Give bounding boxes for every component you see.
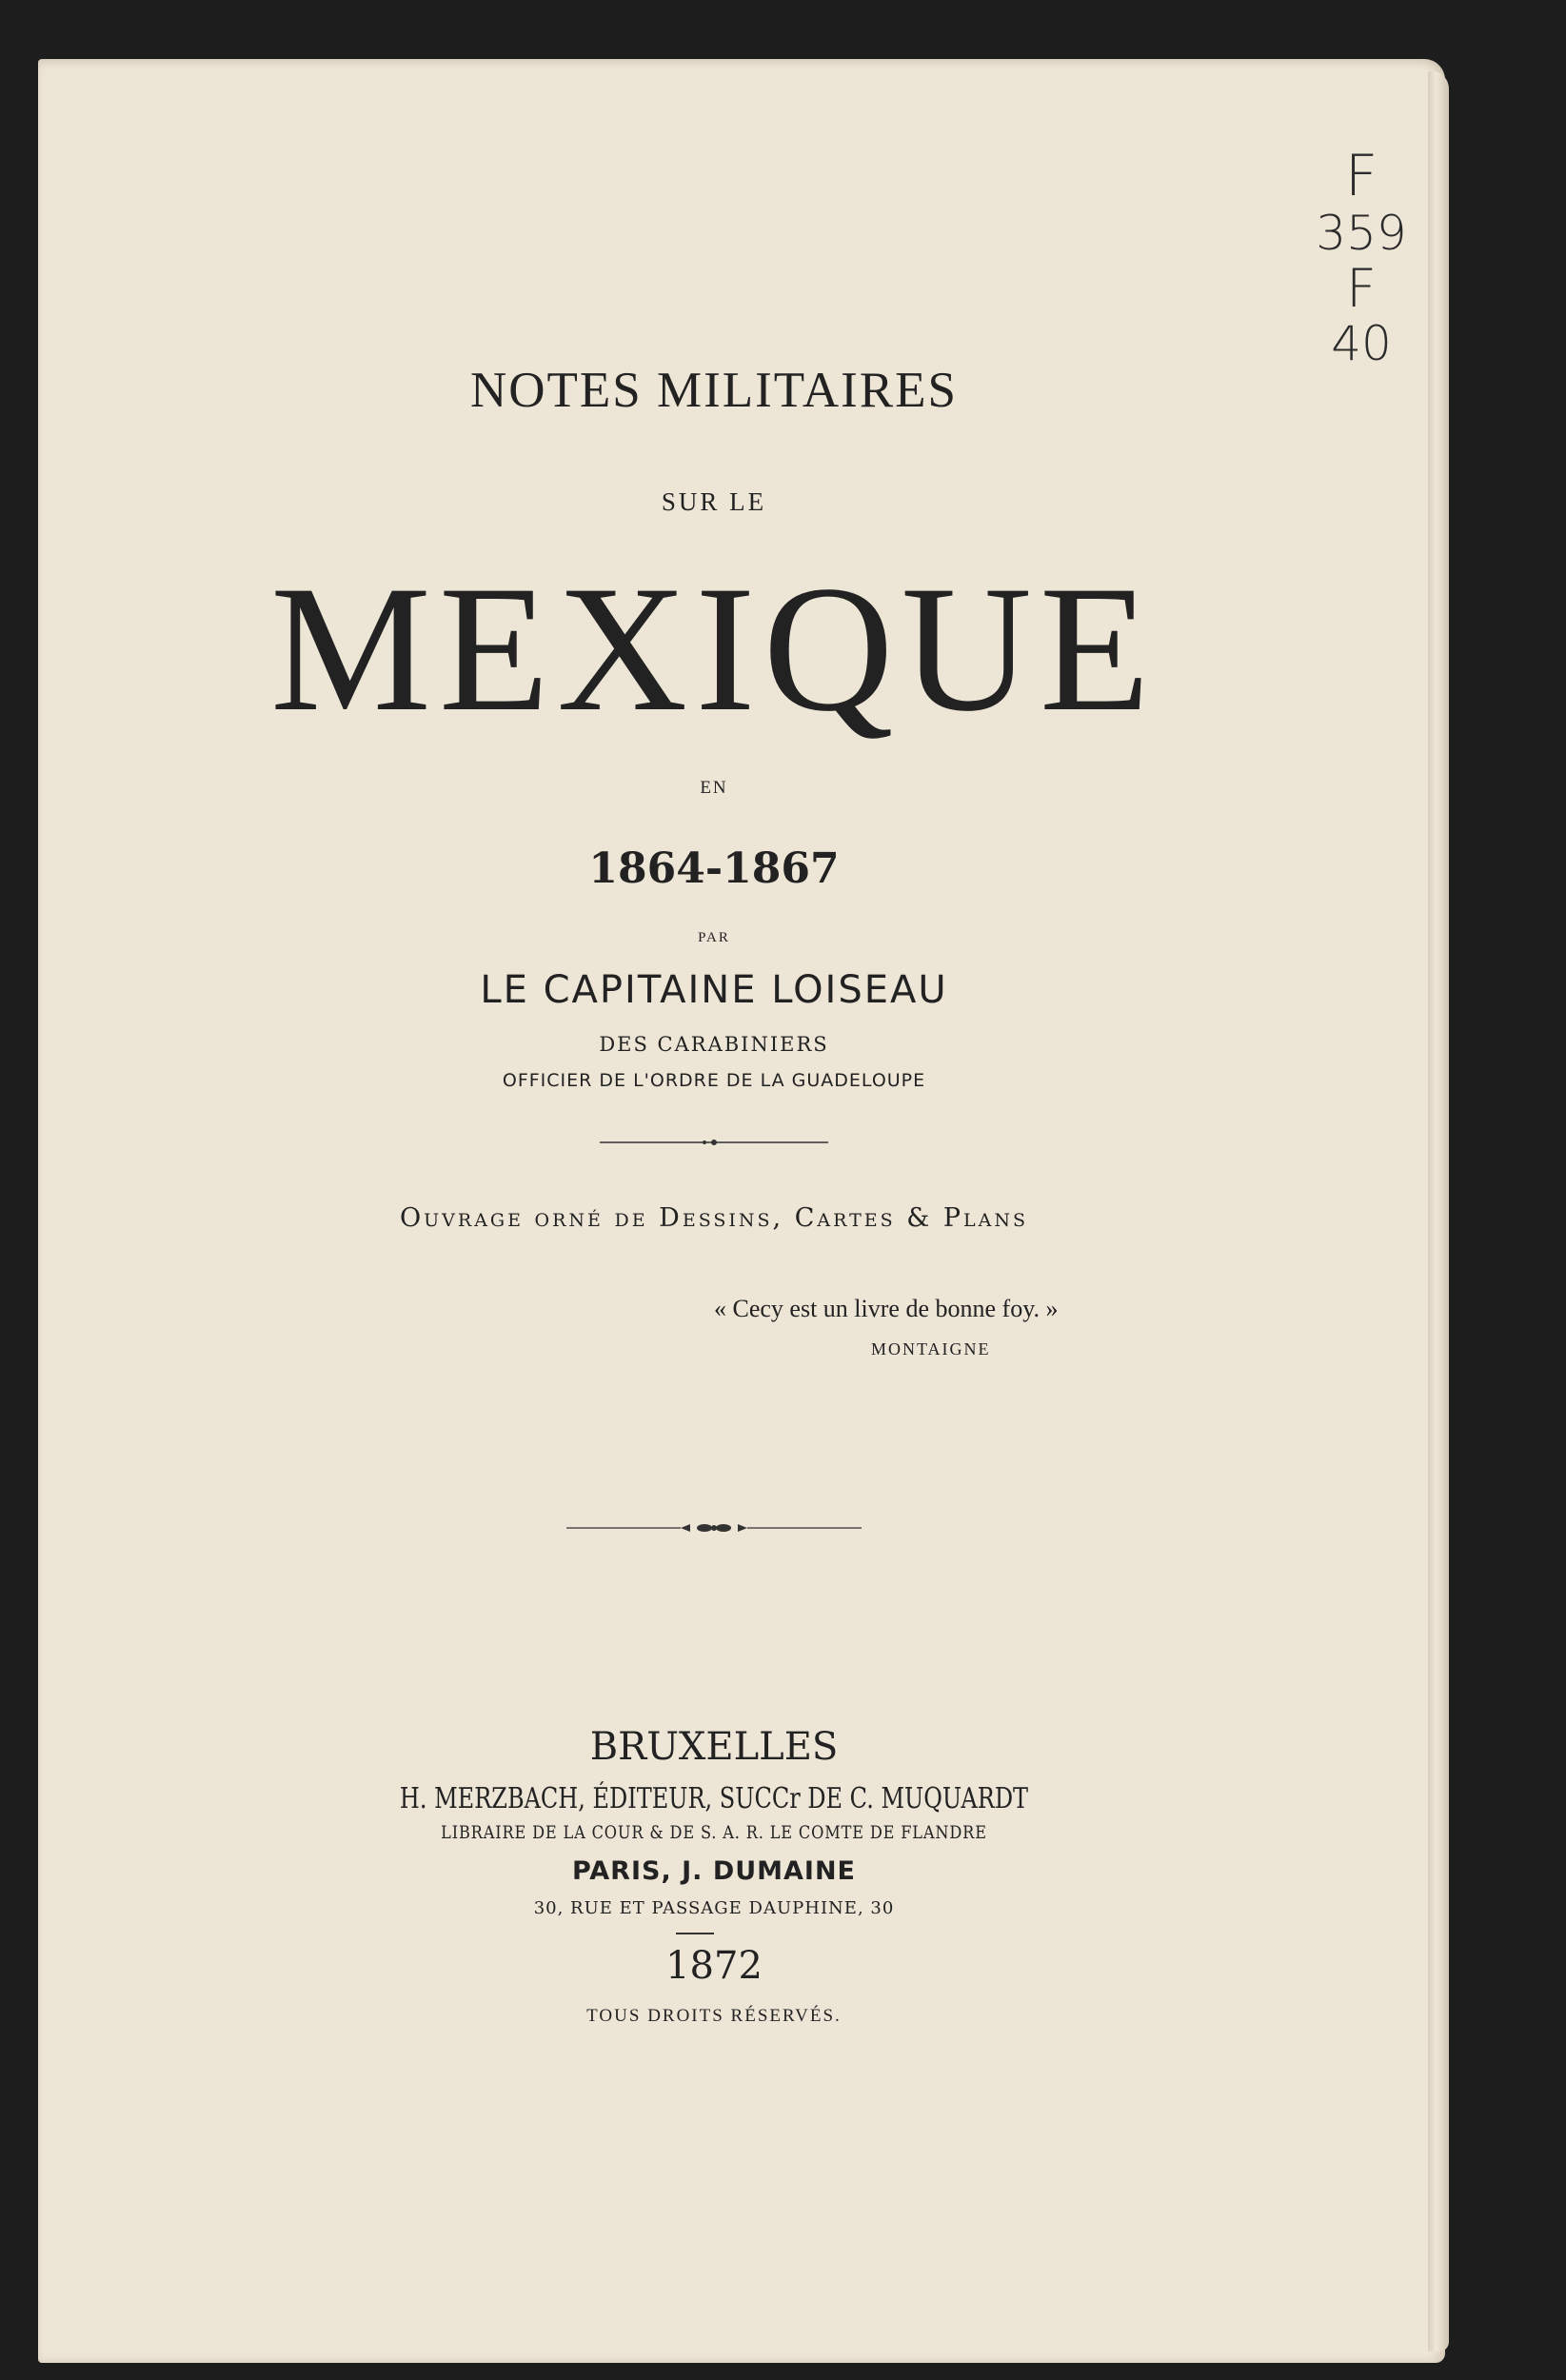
author-name: LE CAPITAINE LOISEAU bbox=[480, 968, 948, 1012]
publisher-address: 30, RUE ET PASSAGE DAUPHINE, 30 bbox=[533, 1898, 895, 1918]
fleuron-icon bbox=[566, 1520, 862, 1536]
ornament-divider-2 bbox=[38, 1520, 1390, 1538]
main-title: MEXIQUE bbox=[270, 549, 1158, 749]
ornament-rule-icon bbox=[600, 1136, 828, 1149]
ornament-divider-1 bbox=[38, 1135, 1390, 1152]
title-years: 1864-1867 bbox=[588, 844, 840, 893]
publisher-name: H. MERZBACH, ÉDITEUR, SUCCr DE C. MUQUARDT bbox=[399, 1782, 1029, 1815]
handwritten-shelfmark bbox=[1299, 145, 1423, 370]
epigraph-text: « Cecy est un livre de bonne foy. » bbox=[714, 1295, 1059, 1322]
publisher-city: BRUXELLES bbox=[589, 1725, 839, 1769]
title-line1: NOTES MILITAIRES bbox=[469, 363, 959, 418]
title-line2: SUR LE bbox=[661, 487, 767, 516]
author-unit: DES CARABINIERS bbox=[599, 1033, 829, 1056]
author-title: OFFICIER DE L'ORDRE DE LA GUADELOUPE bbox=[502, 1070, 926, 1091]
shelfmark-line3: F bbox=[1346, 258, 1377, 319]
rights-notice: TOUS DROITS RÉSERVÉS. bbox=[586, 2006, 842, 2026]
shelfmark-line1: F bbox=[1344, 143, 1378, 209]
title-par: PAR bbox=[698, 930, 730, 945]
shelfmark-line4: 40 bbox=[1331, 315, 1392, 371]
year-rule bbox=[676, 1933, 714, 1934]
epigraph-author: MONTAIGNE bbox=[871, 1339, 991, 1359]
publisher-line: LIBRAIRE DE LA COUR & DE S. A. R. LE COMTE DE FLANDRE bbox=[441, 1822, 987, 1843]
subtitle: Ouvrage orné de Dessins, Cartes & Plans bbox=[400, 1203, 1028, 1233]
publisher-paris: PARIS, J. DUMAINE bbox=[571, 1856, 857, 1886]
page-content bbox=[38, 59, 1445, 2363]
title-line3: EN bbox=[700, 778, 728, 798]
publication-year: 1872 bbox=[665, 1944, 763, 1988]
shelfmark-line2: 359 bbox=[1316, 206, 1407, 261]
